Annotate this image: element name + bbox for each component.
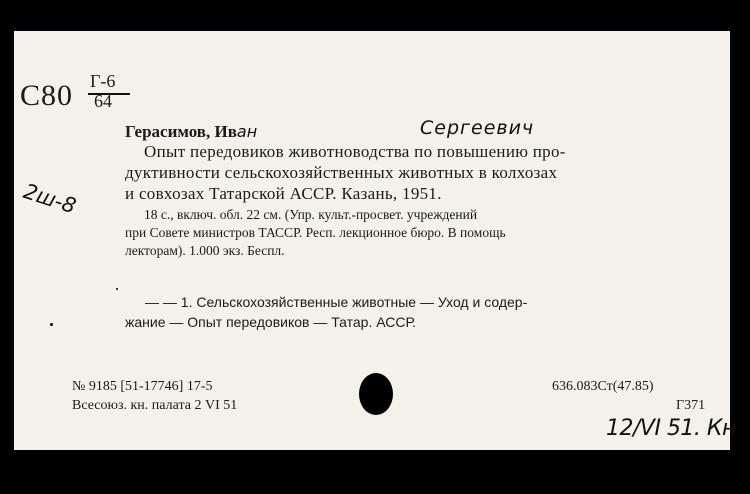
description-line-3: лекторам). 1.000 экз. Беспл. [125,243,285,258]
handwritten-date: 12/VI 51. Кн [606,416,736,441]
footer-chamber-date: Всесоюз. кн. палата 2 VI 51 [72,398,238,413]
title-line-2: дуктивности сельскохозяйственных животных в колхозах [125,163,558,182]
speck [116,288,118,290]
author-patronymic-handwritten: Сергеевич [420,117,535,139]
call-number-denominator: 64 [94,91,112,111]
footer-author-mark: Г371 [676,398,706,413]
description-line-1: 18 с., включ. обл. 22 см. (Упр. культ.-просвет. учреждений [144,207,478,222]
call-number-numerator: Г-6 [90,71,116,91]
title-line-1: Опыт передовиков животноводства по повышению про- [144,142,566,161]
call-number-prefix: С80 [20,79,74,112]
description-line-2: при Совете министров ТАССР. Респ. лекционное бюро. В помощь [125,225,506,240]
footer-classification: 636.083Ст(47.85) [552,379,654,394]
subject-line-2: жание — Опыт передовиков — Татар. АССР. [125,314,417,330]
speck [50,323,53,326]
author-name-handwritten: ан [236,122,258,141]
punch-hole [359,373,393,415]
title-line-3: и совхозах Татарской АССР. Казань, 1951. [125,184,442,203]
author-surname: Герасимов, Ив [125,122,237,141]
subject-line-1: — — 1. Сельскохозяйственные животные — Уход и содер- [145,294,528,310]
footer-accession-number: № 9185 [51-17746] 17-5 [72,379,213,394]
margin-note: 2ш-8 [20,179,79,219]
author-line [125,122,257,142]
catalog-card [14,31,736,450]
